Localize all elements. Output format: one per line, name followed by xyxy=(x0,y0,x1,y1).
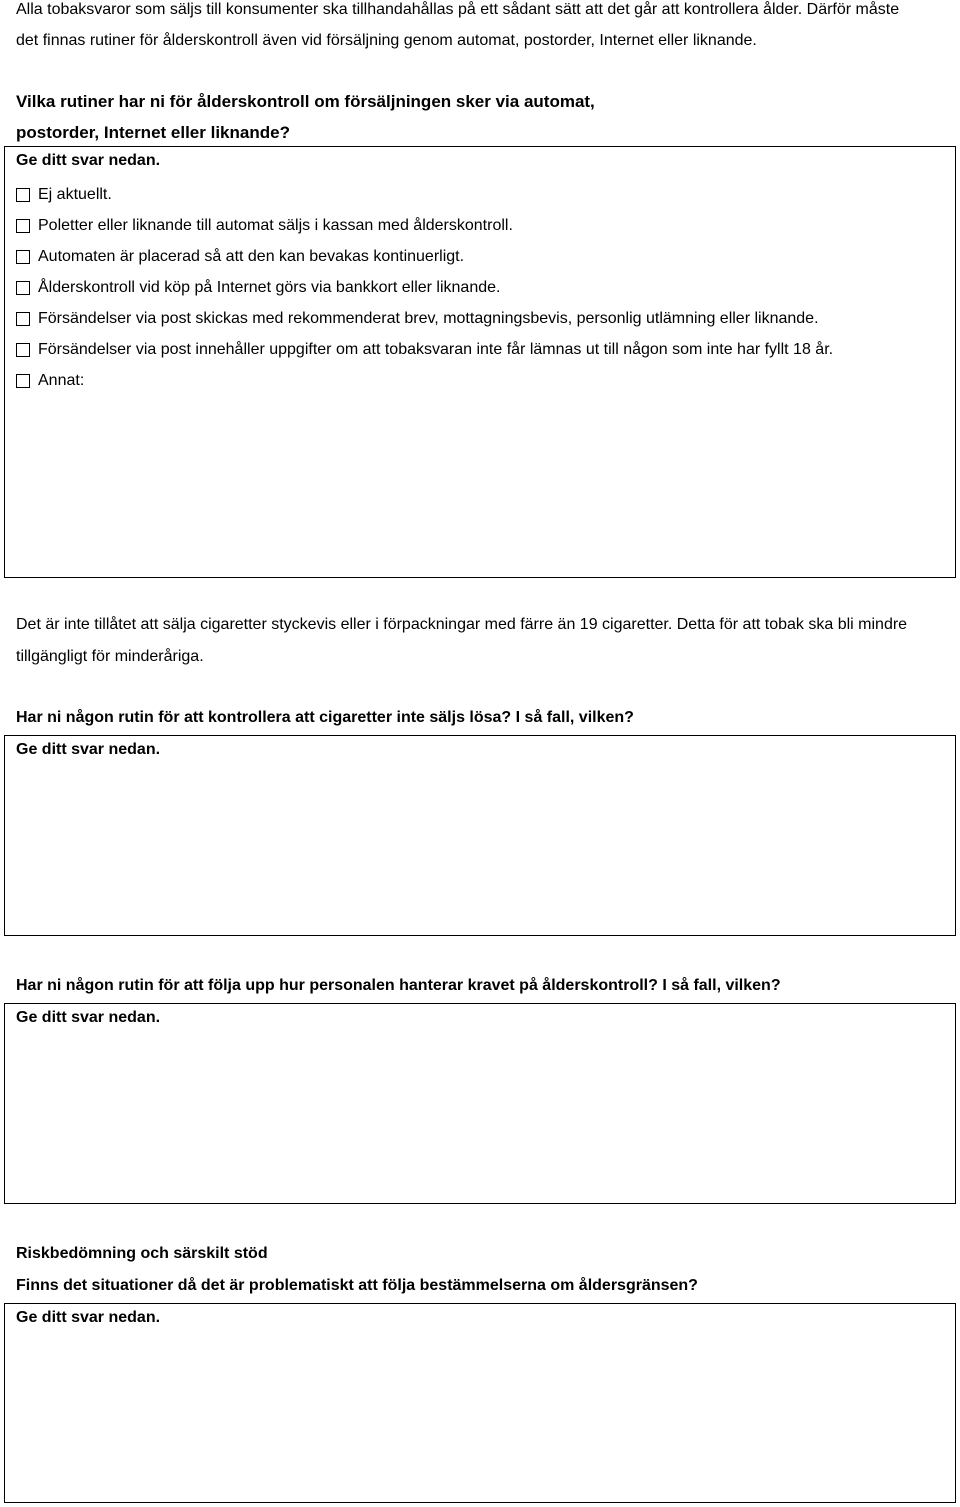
option-label: Försändelser via post innehåller uppgifter om att tobaksvaran inte får lämnas ut till någon som inte har fyllt 18 år. xyxy=(38,341,834,358)
section-answer-prompt: Ge ditt svar nedan. xyxy=(16,1309,161,1326)
option-label: Ej aktuellt. xyxy=(38,186,112,203)
info-line-1: Det är inte tillåtet att sälja cigaretter styckevis eller i förpackningar med färre än 19 cigaretter. Detta för att tobak ska bli mindre xyxy=(16,616,908,633)
q2-answer-box[interactable] xyxy=(4,735,956,936)
q1-question-line-1: Vilka rutiner har ni för ålderskontroll om försäljningen sker via automat, xyxy=(16,92,595,111)
info-line-2: tillgängligt för minderåriga. xyxy=(16,648,204,665)
q2-answer-prompt: Ge ditt svar nedan. xyxy=(16,741,161,758)
option-label: Annat: xyxy=(38,372,85,389)
option-poletter[interactable] xyxy=(16,216,513,236)
option-uppgifter-18-ar[interactable] xyxy=(16,340,833,360)
q1-answer-prompt: Ge ditt svar nedan. xyxy=(16,152,161,169)
section-answer-box[interactable] xyxy=(4,1303,956,1503)
checkbox[interactable] xyxy=(16,343,30,357)
q2-question: Har ni någon rutin för att kontrollera att cigaretter inte säljs lösa? I så fall, vilken? xyxy=(16,709,634,726)
checkbox[interactable] xyxy=(16,219,30,233)
checkbox[interactable] xyxy=(16,374,30,388)
option-annat[interactable] xyxy=(16,371,84,391)
q3-answer-box[interactable] xyxy=(4,1003,956,1204)
checkbox[interactable] xyxy=(16,250,30,264)
option-label: Ålderskontroll vid köp på Internet görs via bankkort eller liknande. xyxy=(38,279,501,296)
section-heading: Riskbedömning och särskilt stöd xyxy=(16,1245,268,1262)
checkbox[interactable] xyxy=(16,312,30,326)
option-label: Automaten är placerad så att den kan bevakas kontinuerligt. xyxy=(38,248,465,265)
q3-answer-prompt: Ge ditt svar nedan. xyxy=(16,1009,161,1026)
option-rekommenderat-brev[interactable] xyxy=(16,309,819,329)
intro-line-2: det finnas rutiner för ålderskontroll även vid försäljning genom automat, postorder, Internet eller liknande. xyxy=(16,32,757,49)
section-question: Finns det situationer då det är problematiskt att följa bestämmelserna om åldersgränsen? xyxy=(16,1277,698,1294)
option-ej-aktuellt[interactable] xyxy=(16,185,112,205)
q3-question: Har ni någon rutin för att följa upp hur personalen hanterar kravet på ålderskontroll? I så fall, vilken? xyxy=(16,977,781,994)
q1-question-line-2: postorder, Internet eller liknande? xyxy=(16,123,290,142)
option-automat-placerad[interactable] xyxy=(16,247,464,267)
option-label: Försändelser via post skickas med rekommenderat brev, mottagningsbevis, personlig utlämning eller liknande. xyxy=(38,310,819,327)
q1-answer-box[interactable] xyxy=(4,146,956,578)
checkbox[interactable] xyxy=(16,281,30,295)
intro-line-1: Alla tobaksvaror som säljs till konsumenter ska tillhandahållas på ett sådant sätt att det går att kontrollera ålder. Därför måste xyxy=(16,1,900,18)
option-label: Poletter eller liknande till automat säljs i kassan med ålderskontroll. xyxy=(38,217,513,234)
checkbox[interactable] xyxy=(16,188,30,202)
option-internet-bankkort[interactable] xyxy=(16,278,500,298)
